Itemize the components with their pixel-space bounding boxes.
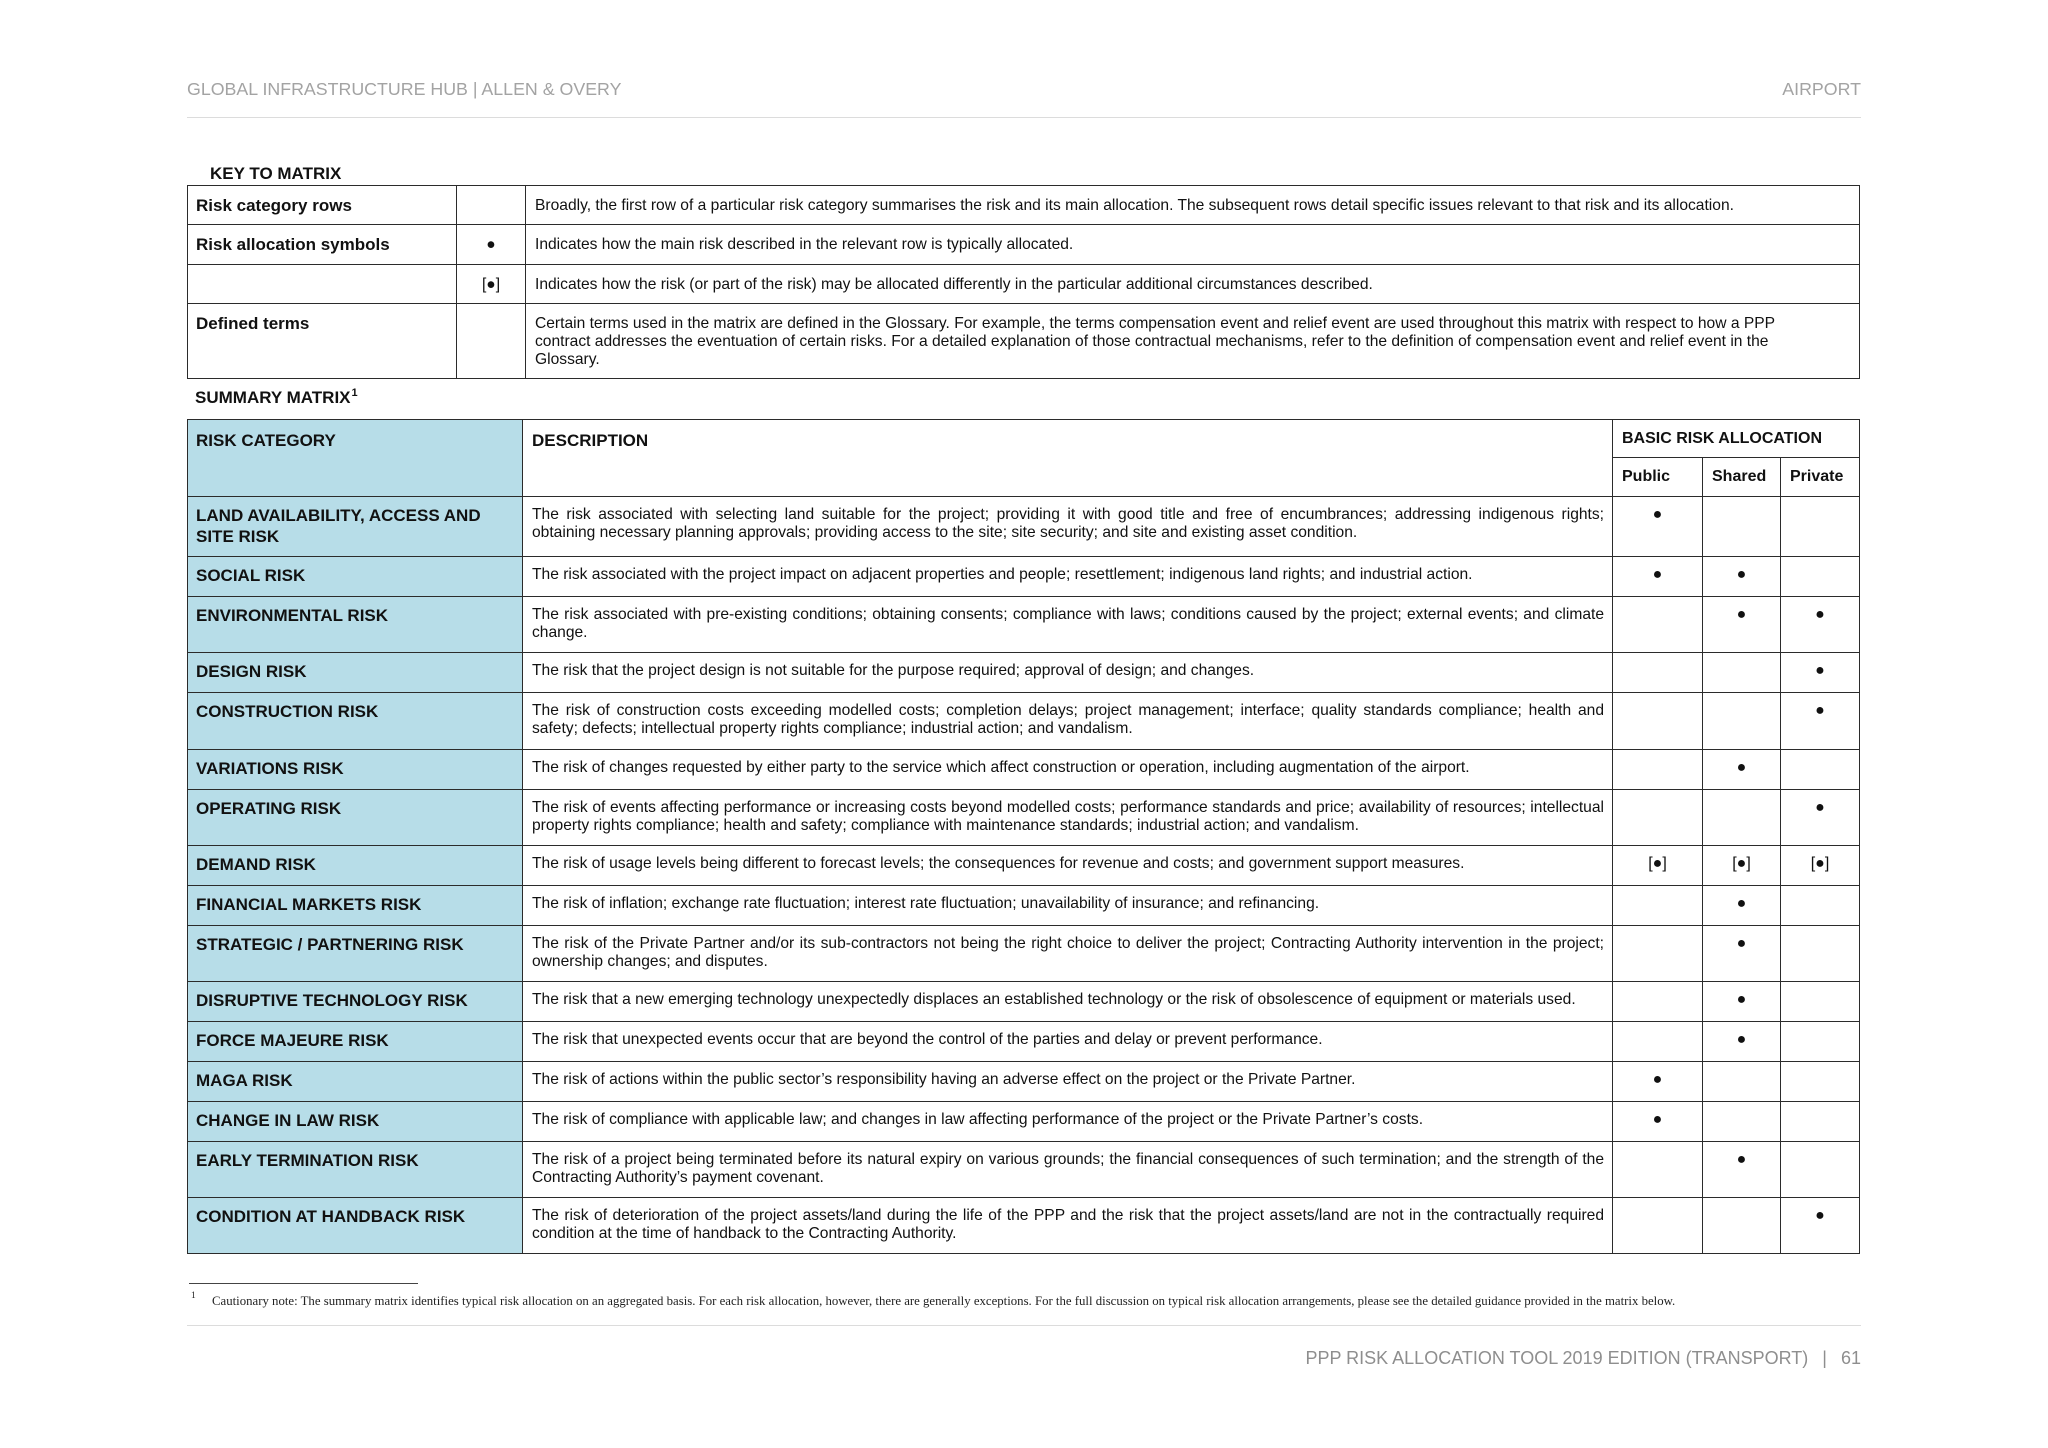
risk-category: ENVIRONMENTAL RISK xyxy=(188,597,523,653)
key-label xyxy=(188,265,457,304)
matrix-row xyxy=(188,926,1860,982)
risk-category: EARLY TERMINATION RISK xyxy=(188,1142,523,1198)
allocation-shared xyxy=(1703,1198,1781,1254)
risk-category: VARIATIONS RISK xyxy=(188,750,523,790)
allocation-private xyxy=(1781,886,1860,926)
allocation-public: ● xyxy=(1613,557,1703,597)
matrix-row xyxy=(188,653,1860,693)
risk-description: The risk of compliance with applicable law; and changes in law affecting performance of the project or the Private Partner’s costs. xyxy=(523,1102,1613,1142)
allocation-private: ● xyxy=(1781,693,1860,750)
allocation-private xyxy=(1781,557,1860,597)
risk-description: The risk of deterioration of the project assets/land during the life of the PPP and the risk that the project assets/land are not in the contractually required condition at the time of handback to the Contracting Authority. xyxy=(523,1198,1613,1254)
allocation-public xyxy=(1613,597,1703,653)
risk-description: The risk of usage levels being different to forecast levels; the consequences for revenue and costs; and government support measures. xyxy=(523,846,1613,886)
page-footer xyxy=(1305,1347,1861,1369)
header-rule xyxy=(187,117,1861,118)
column-header-public: Public xyxy=(1613,458,1703,497)
matrix-row xyxy=(188,497,1860,557)
column-header-basic-risk-allocation: BASIC RISK ALLOCATION xyxy=(1613,420,1860,458)
risk-description: The risk of actions within the public sector’s responsibility having an adverse effect on the project or the Private Partner. xyxy=(523,1062,1613,1102)
risk-description: The risk that the project design is not suitable for the purpose required; approval of design; and changes. xyxy=(523,653,1613,693)
allocation-private: [●] xyxy=(1781,846,1860,886)
key-description: Indicates how the main risk described in the relevant row is typically allocated. xyxy=(526,225,1860,265)
summary-table xyxy=(187,419,1860,1254)
allocation-private xyxy=(1781,982,1860,1022)
key-symbol xyxy=(457,304,526,379)
risk-description: The risk of construction costs exceeding modelled costs; completion delays; project management; interface; quality standards compliance; health and safety; defects; intellectual property rights compliance; industrial action; and vandalism. xyxy=(523,693,1613,750)
risk-description: The risk of inflation; exchange rate fluctuation; interest rate fluctuation; unavailability of insurance; and refinancing. xyxy=(523,886,1613,926)
key-label: Defined terms xyxy=(188,304,457,379)
matrix-row xyxy=(188,790,1860,846)
summary-title-text: SUMMARY MATRIX xyxy=(195,388,351,407)
risk-description: The risk that a new emerging technology unexpectedly displaces an established technology or the risk of obsolescence of equipment or materials used. xyxy=(523,982,1613,1022)
key-description: Indicates how the risk (or part of the risk) may be allocated differently in the particular additional circumstances described. xyxy=(526,265,1860,304)
allocation-private: ● xyxy=(1781,653,1860,693)
allocation-private xyxy=(1781,926,1860,982)
allocation-private xyxy=(1781,1102,1860,1142)
risk-category: SOCIAL RISK xyxy=(188,557,523,597)
risk-description: The risk of events affecting performance or increasing costs beyond modelled costs; performance standards and price; availability of resources; intellectual property rights compliance; health and safety; compliance with maintenance standards; industrial action; and vandalism. xyxy=(523,790,1613,846)
risk-category: CONDITION AT HANDBACK RISK xyxy=(188,1198,523,1254)
allocation-shared xyxy=(1703,790,1781,846)
column-header-shared: Shared xyxy=(1703,458,1781,497)
risk-description: The risk associated with selecting land suitable for the project; providing it with good title and free of encumbrances; addressing indigenous rights; obtaining necessary planning approvals; providing access to the site; site security; and site and existing asset condition. xyxy=(523,497,1613,557)
risk-description: The risk of a project being terminated before its natural expiry on various grounds; the financial consequences of such termination; and the strength of the Contracting Authority’s payment covenant. xyxy=(523,1142,1613,1198)
allocation-shared: ● xyxy=(1703,1022,1781,1062)
matrix-row xyxy=(188,846,1860,886)
risk-description: The risk of the Private Partner and/or its sub-contractors not being the right choice to deliver the project; Contracting Authority intervention in the project; ownership changes; and disputes. xyxy=(523,926,1613,982)
matrix-row xyxy=(188,1022,1860,1062)
summary-title xyxy=(195,387,358,408)
allocation-public xyxy=(1613,653,1703,693)
column-header-description: DESCRIPTION xyxy=(523,420,1613,497)
risk-category: CONSTRUCTION RISK xyxy=(188,693,523,750)
running-header-right: AIRPORT xyxy=(1782,79,1861,99)
risk-category: FINANCIAL MARKETS RISK xyxy=(188,886,523,926)
risk-category: LAND AVAILABILITY, ACCESS AND SITE RISK xyxy=(188,497,523,557)
allocation-shared xyxy=(1703,693,1781,750)
allocation-private xyxy=(1781,750,1860,790)
key-description: Certain terms used in the matrix are defined in the Glossary. For example, the terms compensation event and relief event are used throughout this matrix with respect to how a PPP contract addresses the eventuation of certain risks. For a detailed explanation of those contractual mechanisms, refer to the definition of compensation event and relief event in the Glossary. xyxy=(526,304,1860,379)
footer-separator: | xyxy=(1822,1348,1827,1368)
risk-description: The risk associated with pre-existing conditions; obtaining consents; compliance with laws; conditions caused by the project; external events; and climate change. xyxy=(523,597,1613,653)
allocation-private: ● xyxy=(1781,790,1860,846)
footnote-rule xyxy=(189,1283,418,1284)
key-symbol xyxy=(457,186,526,225)
matrix-row xyxy=(188,557,1860,597)
matrix-row xyxy=(188,886,1860,926)
matrix-row xyxy=(188,1102,1860,1142)
allocation-shared: ● xyxy=(1703,1142,1781,1198)
allocation-shared xyxy=(1703,1062,1781,1102)
key-symbol: [●] xyxy=(457,265,526,304)
allocation-private: ● xyxy=(1781,1198,1860,1254)
matrix-row xyxy=(188,1142,1860,1198)
matrix-row xyxy=(188,1198,1860,1254)
key-row xyxy=(188,265,1860,304)
key-label: Risk allocation symbols xyxy=(188,225,457,265)
risk-category: STRATEGIC / PARTNERING RISK xyxy=(188,926,523,982)
key-table xyxy=(187,185,1860,379)
allocation-shared: ● xyxy=(1703,926,1781,982)
key-title: KEY TO MATRIX xyxy=(210,164,342,183)
column-header-risk-category: RISK CATEGORY xyxy=(188,420,523,497)
risk-category: CHANGE IN LAW RISK xyxy=(188,1102,523,1142)
risk-category: FORCE MAJEURE RISK xyxy=(188,1022,523,1062)
allocation-public xyxy=(1613,790,1703,846)
key-row xyxy=(188,304,1860,379)
allocation-shared: ● xyxy=(1703,557,1781,597)
running-header-left: GLOBAL INFRASTRUCTURE HUB | ALLEN & OVERY xyxy=(187,79,622,99)
allocation-public xyxy=(1613,1022,1703,1062)
allocation-private xyxy=(1781,1022,1860,1062)
matrix-row xyxy=(188,693,1860,750)
allocation-public xyxy=(1613,886,1703,926)
matrix-row xyxy=(188,982,1860,1022)
allocation-shared: ● xyxy=(1703,982,1781,1022)
allocation-shared: ● xyxy=(1703,886,1781,926)
allocation-public xyxy=(1613,750,1703,790)
risk-category: OPERATING RISK xyxy=(188,790,523,846)
matrix-row xyxy=(188,750,1860,790)
allocation-private: ● xyxy=(1781,597,1860,653)
risk-description: The risk associated with the project impact on adjacent properties and people; resettlement; indigenous land rights; and industrial action. xyxy=(523,557,1613,597)
footnote-ref: 1 xyxy=(351,387,358,399)
allocation-public: ● xyxy=(1613,497,1703,557)
key-row xyxy=(188,225,1860,265)
key-symbol: ● xyxy=(457,225,526,265)
risk-category: DISRUPTIVE TECHNOLOGY RISK xyxy=(188,982,523,1022)
footnote-text: Cautionary note: The summary matrix identifies typical risk allocation on an aggregated basis. For each risk allocation, however, there are generally exceptions. For the full discussion on typical risk allocation arrangements, please see the detailed guidance provided in the matrix below. xyxy=(212,1294,1676,1308)
allocation-public xyxy=(1613,982,1703,1022)
key-row xyxy=(188,186,1860,225)
allocation-private xyxy=(1781,1062,1860,1102)
allocation-public xyxy=(1613,1198,1703,1254)
footnote-number: 1 xyxy=(191,1291,196,1301)
allocation-public xyxy=(1613,1142,1703,1198)
risk-category: DESIGN RISK xyxy=(188,653,523,693)
key-label: Risk category rows xyxy=(188,186,457,225)
allocation-shared: ● xyxy=(1703,750,1781,790)
allocation-public: ● xyxy=(1613,1102,1703,1142)
matrix-row xyxy=(188,597,1860,653)
allocation-shared: [●] xyxy=(1703,846,1781,886)
risk-category: MAGA RISK xyxy=(188,1062,523,1102)
allocation-public xyxy=(1613,693,1703,750)
allocation-public xyxy=(1613,926,1703,982)
allocation-public: ● xyxy=(1613,1062,1703,1102)
allocation-public: [●] xyxy=(1613,846,1703,886)
matrix-row xyxy=(188,1062,1860,1102)
key-description: Broadly, the first row of a particular risk category summarises the risk and its main allocation. The subsequent rows detail specific issues relevant to that risk and its allocation. xyxy=(526,186,1860,225)
allocation-shared xyxy=(1703,653,1781,693)
risk-description: The risk that unexpected events occur that are beyond the control of the parties and delay or prevent performance. xyxy=(523,1022,1613,1062)
column-header-private: Private xyxy=(1781,458,1860,497)
footer-rule xyxy=(187,1325,1861,1326)
risk-category: DEMAND RISK xyxy=(188,846,523,886)
allocation-shared xyxy=(1703,497,1781,557)
allocation-private xyxy=(1781,1142,1860,1198)
risk-description: The risk of changes requested by either party to the service which affect construction or operation, including augmentation of the airport. xyxy=(523,750,1613,790)
allocation-shared: ● xyxy=(1703,597,1781,653)
summary-header-row xyxy=(188,420,1860,458)
page-number: 61 xyxy=(1840,1348,1861,1368)
allocation-shared xyxy=(1703,1102,1781,1142)
allocation-private xyxy=(1781,497,1860,557)
footer-title: PPP RISK ALLOCATION TOOL 2019 EDITION (TRANSPORT) xyxy=(1305,1348,1809,1368)
